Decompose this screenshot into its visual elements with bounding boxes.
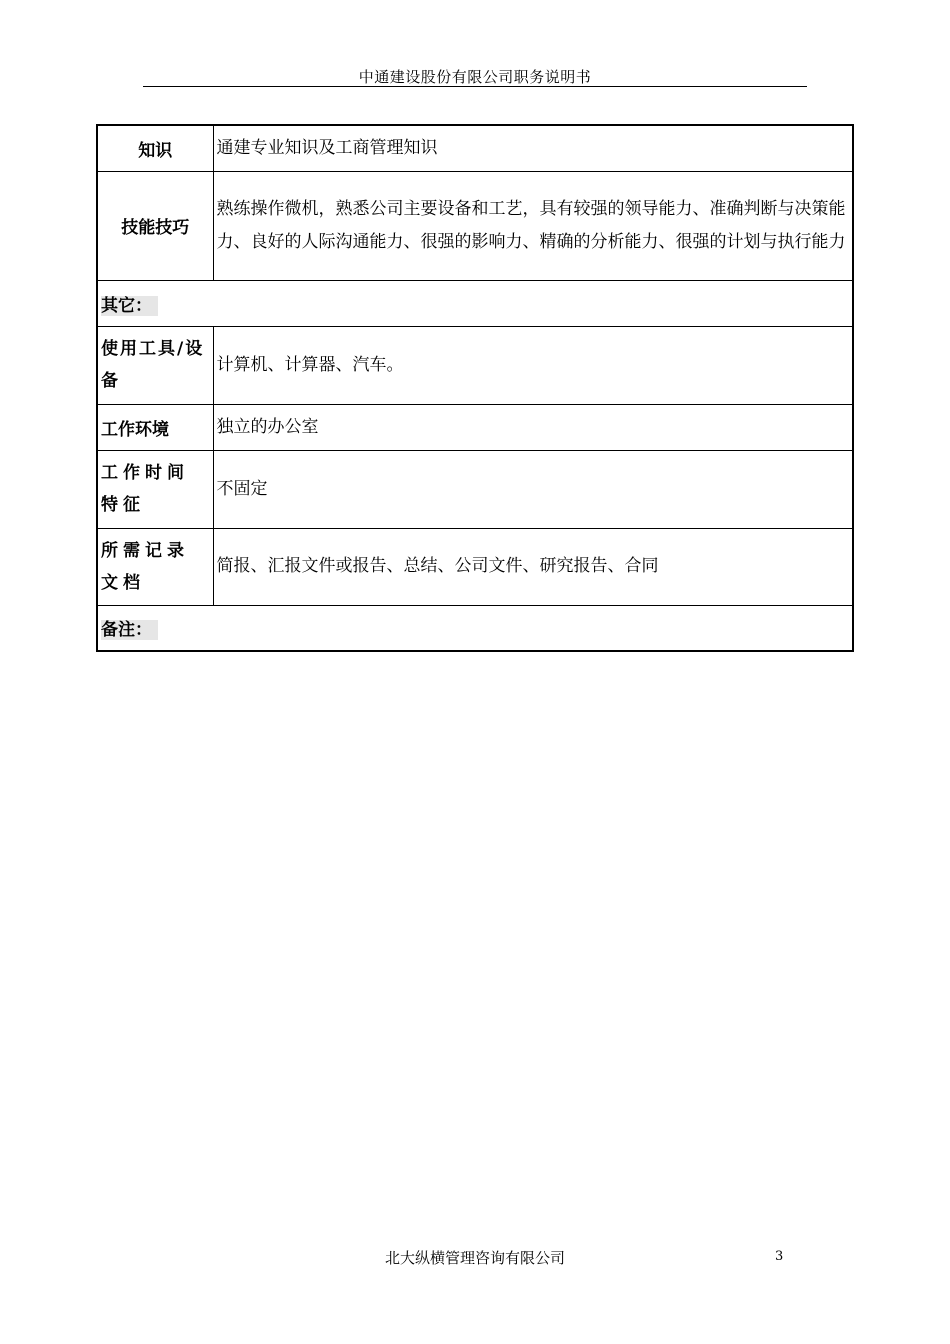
header-rule	[143, 86, 807, 87]
footer-company: 北大纵横管理咨询有限公司	[384, 1249, 565, 1267]
environment-label: 工作环境	[97, 404, 213, 450]
row-work-time	[97, 450, 853, 528]
other-section-heading	[97, 280, 853, 326]
row-environment	[97, 404, 853, 450]
records-label: 所需记录文档	[97, 528, 213, 605]
row-notes-heading	[97, 605, 853, 651]
other-heading-text: 其它：	[101, 296, 158, 316]
knowledge-value: 通建专业知识及工商管理知识	[213, 125, 853, 171]
row-other-heading	[97, 280, 853, 326]
knowledge-label: 知识	[97, 125, 213, 171]
notes-heading-text: 备注：	[101, 620, 158, 640]
tools-label: 使用工具/设备	[97, 326, 213, 404]
records-value: 简报、汇报文件或报告、总结、公司文件、研究报告、合同	[213, 528, 853, 605]
row-tools	[97, 326, 853, 404]
notes-section-heading	[97, 605, 853, 651]
page-header-title: 中通建设股份有限公司职务说明书	[358, 68, 592, 86]
skills-value: 熟练操作微机，熟悉公司主要设备和工艺，具有较强的领导能力、准确判断与决策能力、良好的人际沟通能力、很强的影响力、精确的分析能力、很强的计划与执行能力	[213, 171, 853, 280]
environment-value: 独立的办公室	[213, 404, 853, 450]
job-description-table	[96, 124, 854, 652]
row-skills	[97, 171, 853, 280]
row-records	[97, 528, 853, 605]
skills-label: 技能技巧	[97, 171, 213, 280]
row-knowledge	[97, 125, 853, 171]
page-number: 3	[775, 1249, 784, 1264]
tools-value: 计算机、计算器、汽车。	[213, 326, 853, 404]
work-time-label: 工作时间特征	[97, 450, 213, 528]
work-time-value: 不固定	[213, 450, 853, 528]
